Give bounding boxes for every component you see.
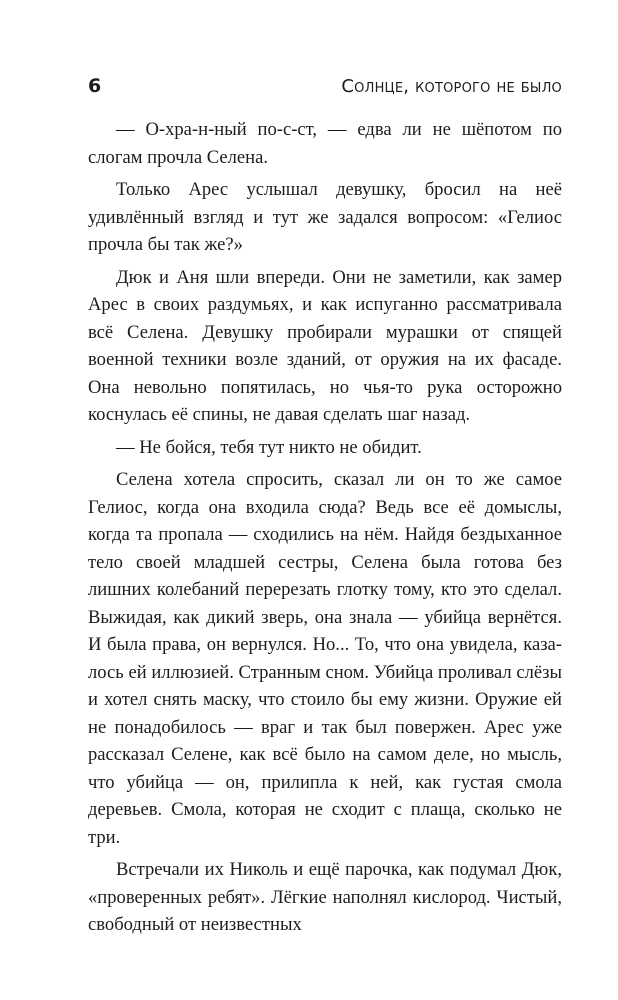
page-number: 6 — [88, 75, 102, 97]
page-header — [88, 72, 562, 100]
running-title: Солнце, которого не было — [341, 75, 562, 97]
body-text — [88, 116, 562, 939]
paragraph-5: Селена хотела спросить, сказал ли он то же самое Гелиос, когда она входила сюда? Ведь все её домыслы, когда та пропала — сходились на нём. Найдя бездыханное тело своей младшей сестры, Селена была готова без лишних колебаний перерезать глотку тому, кто это сделал. Выжидая, как дикий зверь, она знала — убийца вернётся. И была права, он вернулся. Но... То, что она увидела, казалось ей иллюзией. Странным сном. Убийца проливал слёзы и хотел снять маску, что стоило бы ему жизни. Оружие ей не понадобилось — враг и так был повержен. Арес уже рассказал Селене, как всё было на самом деле, но мысль, что убийца — он, прилипла к ней, как густая смола деревьев. Смола, которая не сходит с плаща, сколько не три. — [88, 469, 562, 848]
paragraph-4: — Не бойся, тебя тут никто не обидит. — [116, 436, 422, 458]
paragraph-3: Дюк и Аня шли впереди. Они не заметили, как замер Арес в своих раздумьях, и как испуганно рассматривала всё Селена. Девушку пробирали мурашки от спящей военной техники возле зданий, от оружия на их фасаде. Она невольно попятилась, но чья-то рука осторожно коснулась её спины, не давая сделать шаг назад. — [88, 266, 562, 425]
paragraph-6: Встречали их Николь и ещё парочка, как подумал Дюк, «проверенных ребят». Лёгкие наполнял кислород. Чистый, свободный от неизвестных — [88, 859, 562, 935]
paragraph-1: — О-хра-н-ный по-с-ст, — едва ли не шёпотом по слогам прочла Селена. — [88, 119, 562, 168]
paragraph-2: Только Арес услышал девушку, бросил на неё удивлённый взгляд и тут же задался вопросом: «Гелиос прочла бы так же?» — [88, 179, 562, 255]
